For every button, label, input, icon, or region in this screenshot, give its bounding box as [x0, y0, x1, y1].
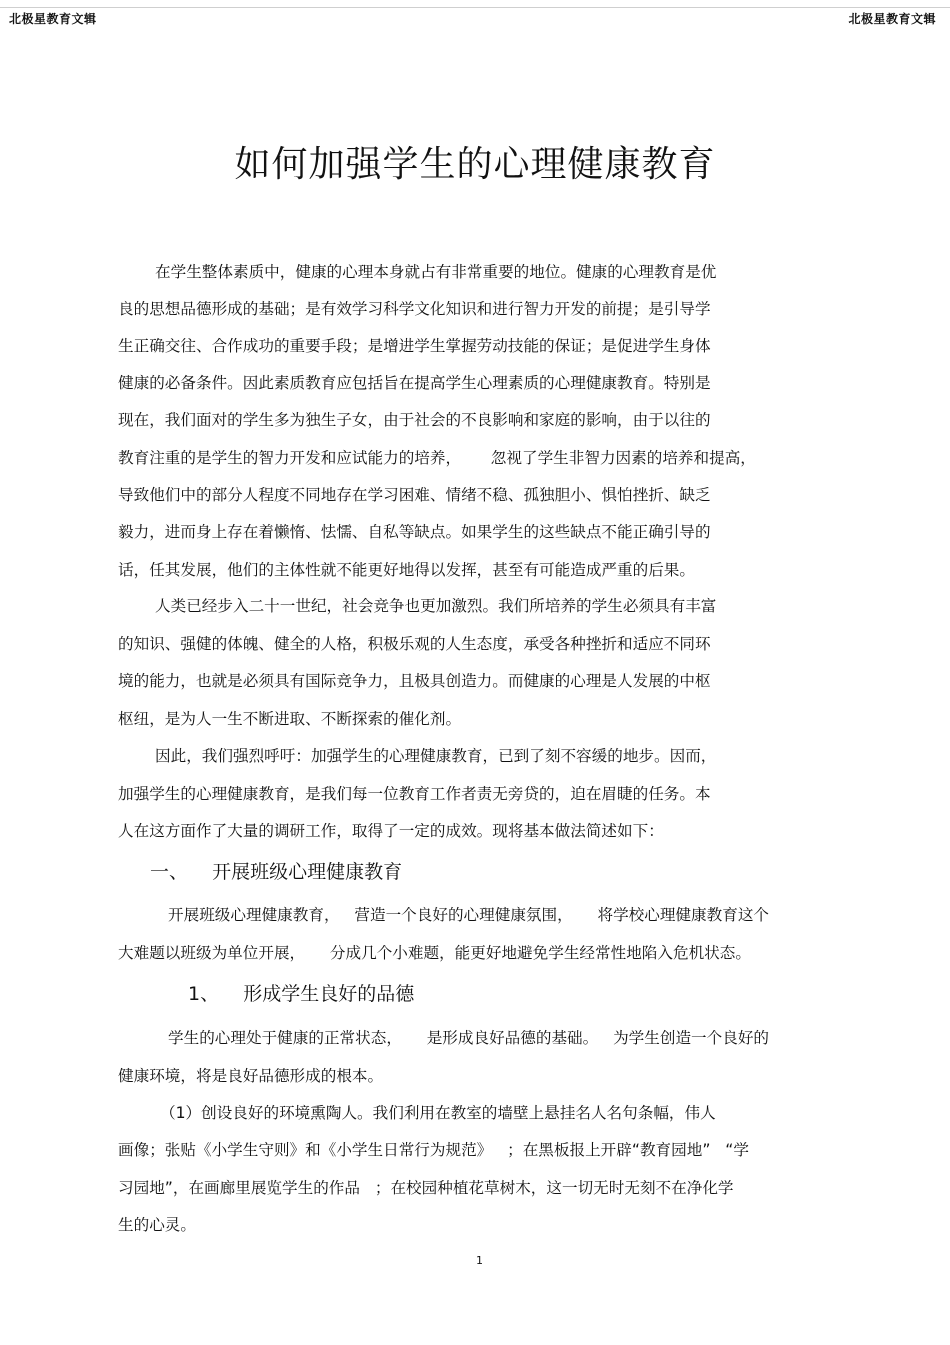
- header-right-label: 北极星教育文辑: [848, 12, 936, 26]
- body-line: 习园地”，在画廊里展览学生的作品 ；在校园种植花草树木，这一切无时无刻不在净化学: [118, 1179, 734, 1197]
- document-title: 如何加强学生的心理健康教育: [234, 144, 716, 185]
- body-line: 话，任其发展，他们的主体性就不能更好地得以发挥，甚至有可能造成严重的后果。: [118, 561, 695, 579]
- body-line: 枢纽，是为人一生不断进取、不断探索的催化剂。: [118, 710, 462, 728]
- body-line: 人类已经步入二十一世纪，社会竞争也更加激烈。我们所培养的学生必须具有丰富: [155, 597, 717, 615]
- body-line: 良的思想品德形成的基础；是有效学习科学文化知识和进行智力开发的前提；是引导学: [118, 300, 711, 318]
- body-line: 因此，我们强烈呼吁：加强学生的心理健康教育，已到了刻不容缓的地步。因而，: [155, 747, 717, 765]
- body-line: 人在这方面作了大量的调研工作，取得了一定的成效。现将基本做法简述如下：: [118, 822, 664, 840]
- body-line: 画像；张贴《小学生守则》和《小学生日常行为规范》 ；在黑板报上开辟“教育园地” “学: [118, 1141, 749, 1159]
- body-line: 生正确交往、合作成功的重要手段；是增进学生掌握劳动技能的保证；是促进学生身体: [118, 337, 711, 355]
- body-line: 境的能力，也就是必须具有国际竞争力，且极具创造力。而健康的心理是人发展的中枢: [118, 672, 711, 690]
- body-line: 加强学生的心理健康教育，是我们每一位教育工作者责无旁贷的，迫在眉睫的任务。本: [118, 785, 711, 803]
- body-line: 教育注重的是学生的智力开发和应试能力的培养， 忽视了学生非智力因素的培养和提高，: [118, 449, 756, 467]
- body-line: 现在，我们面对的学生多为独生子女，由于社会的不良影响和家庭的影响，由于以往的: [118, 411, 711, 429]
- body-line: 开展班级心理健康教育， 营造一个良好的心理健康氛围， 将学校心理健康教育这个: [168, 906, 770, 924]
- subsection-heading: 1、 形成学生良好的品德: [188, 983, 415, 1005]
- section-heading: 一、 开展班级心理健康教育: [150, 861, 403, 883]
- body-line: 在学生整体素质中，健康的心理本身就占有非常重要的地位。健康的心理教育是优: [155, 263, 717, 281]
- header-left-label: 北极星教育文辑: [9, 12, 97, 26]
- header-rule: [0, 7, 950, 8]
- body-line: 学生的心理处于健康的正常状态， 是形成良好品德的基础。 为学生创造一个良好的: [168, 1029, 770, 1047]
- body-line: 健康环境，将是良好品德形成的根本。: [118, 1067, 384, 1085]
- body-line: 毅力，进而身上存在着懒惰、怯懦、自私等缺点。如果学生的这些缺点不能正确引导的: [118, 523, 711, 541]
- body-line: 大难题以班级为单位开展， 分成几个小难题，能更好地避免学生经常性地陷入危机状态。: [118, 944, 751, 962]
- page-number: 1: [476, 1254, 483, 1267]
- body-line: （1）创设良好的环境熏陶人。我们利用在教室的墙壁上悬挂名人名句条幅，伟人: [160, 1104, 716, 1122]
- body-line: 导致他们中的部分人程度不同地存在学习困难、情绪不稳、孤独胆小、惧怕挫折、缺乏: [118, 486, 711, 504]
- body-line: 生的心灵。: [118, 1216, 196, 1234]
- body-line: 的知识、强健的体魄、健全的人格，积极乐观的人生态度，承受各种挫折和适应不同环: [118, 635, 711, 653]
- body-line: 健康的必备条件。因此素质教育应包括旨在提高学生心理素质的心理健康教育。特别是: [118, 374, 711, 392]
